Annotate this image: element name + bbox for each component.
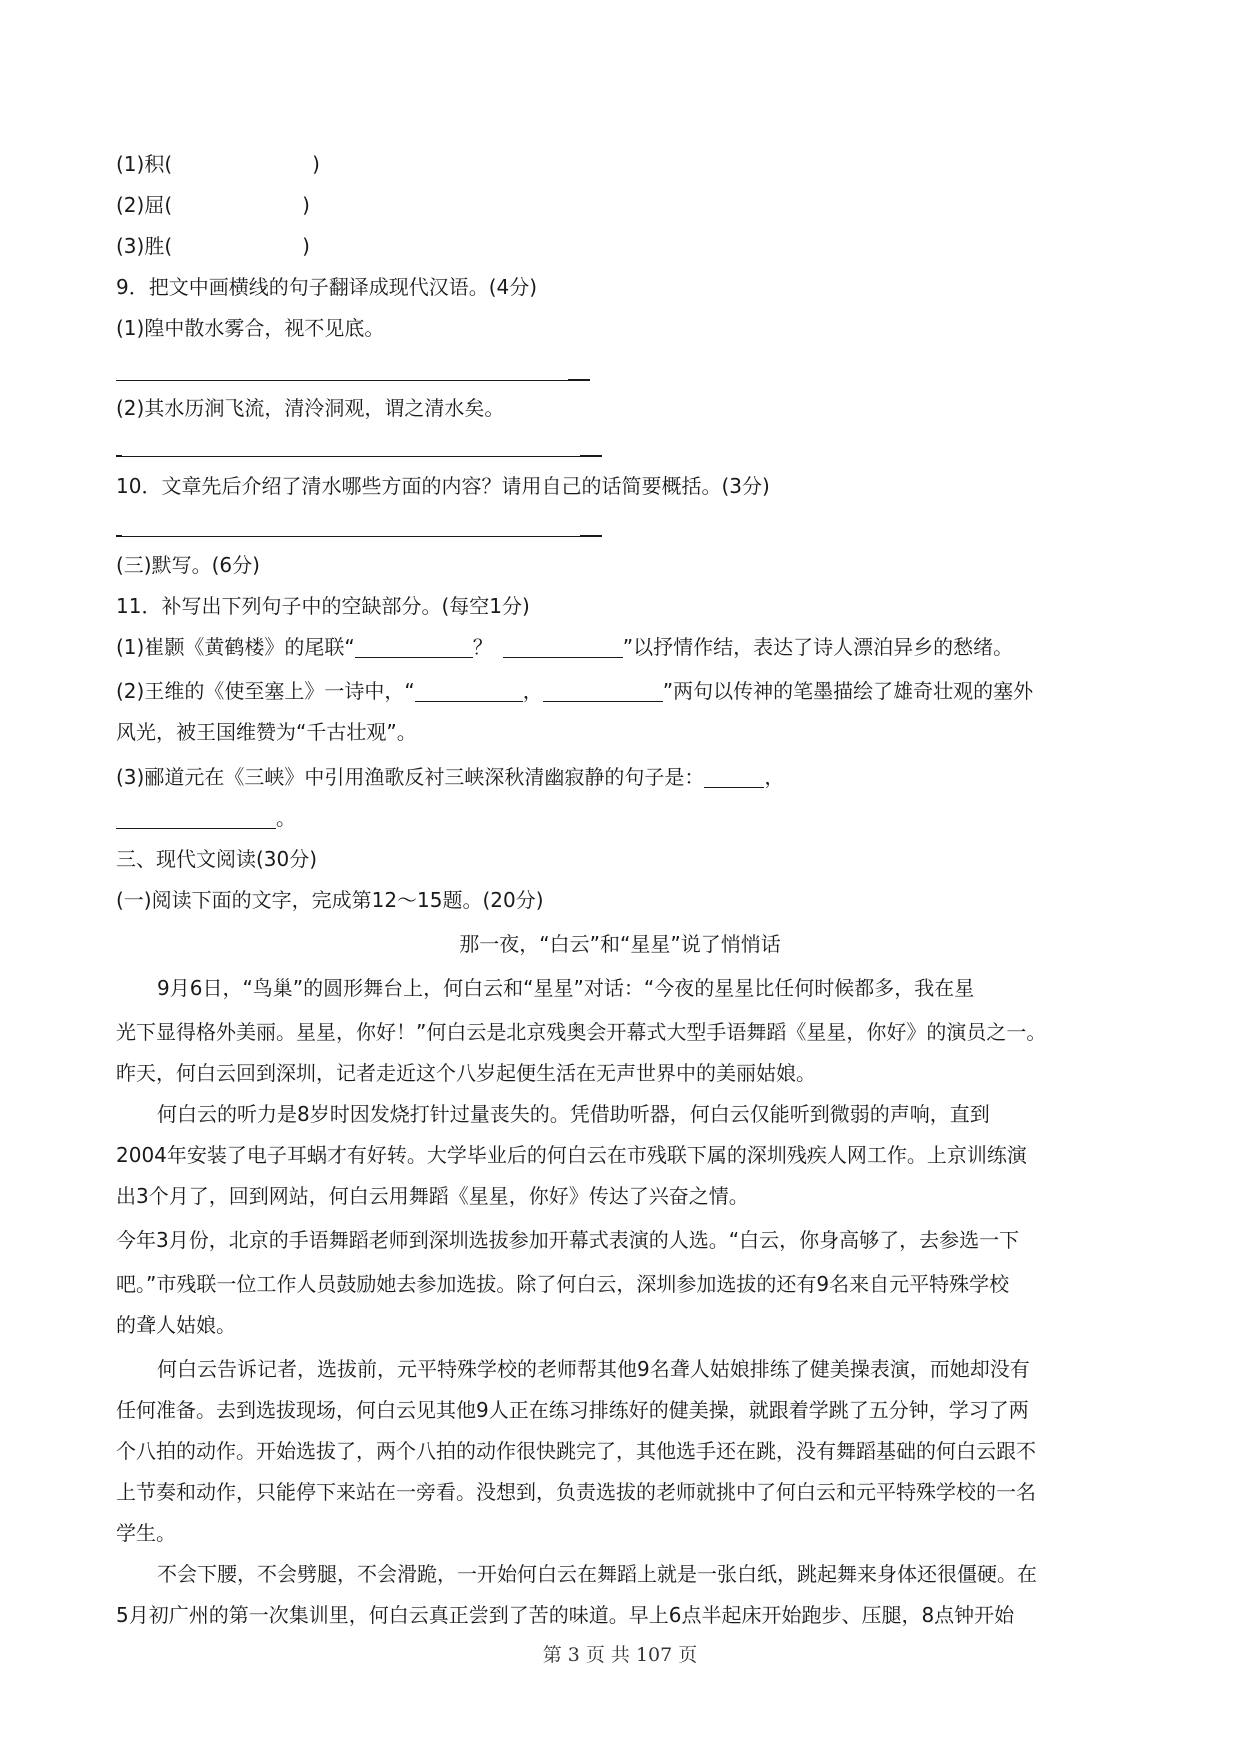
answer-line[interactable] [122,536,580,537]
q9-sentence-2: (2)其水历涧飞流，清泠洞观，谓之清水矣。 [116,396,505,420]
article-line: 2004年安装了电子耳蜗才有好转。大学毕业后的何白云在市残联下属的深圳残疾人网工作。上京训练演 [116,1143,1027,1167]
article-line: 不会下腰，不会劈腿，不会滑跪，一开始何白云在舞蹈上就是一张白纸，跳起舞来身体还很僵硬。在 [157,1562,1037,1586]
q8-item-3: (3)胜( ) [116,234,310,258]
article-line: 吧。”市残联一位工作人员鼓励她去参加选拔。除了何白云，深圳参加选拔的还有9名来自元平特殊学校 [116,1272,1010,1296]
q11-item-2: (2)王维的《使至塞上》一诗中，“ ， ”两句以传神的笔墨描绘了雄奇壮观的塞外 [116,679,1034,703]
q10-prompt: 10．文章先后介绍了清水哪些方面的内容？请用自己的话简要概括。(3分) [116,474,770,498]
answer-line[interactable] [116,380,568,381]
article-title: 那一夜，“白云”和“星星”说了悄悄话 [459,932,781,956]
fill-blank[interactable] [704,767,764,788]
page-footer: 第 3 页 共 107 页 [542,1644,698,1666]
section3-header: 三、现代文阅读(30分) [116,847,318,871]
fill-blank[interactable] [355,637,473,658]
fill-blank[interactable] [543,681,663,702]
q8-item-1: (1)积( ) [116,152,320,176]
article-line: 出3个月了，回到网站，何白云用舞蹈《星星，你好》传达了兴奋之情。 [116,1184,749,1208]
article-line: 个八拍的动作。开始选拔了，两个八拍的动作很快跳完了，其他选手还在跳，没有舞蹈基础的何白云跟不 [116,1439,1036,1463]
fill-blank[interactable] [415,681,523,702]
q9-sentence-1: (1)隍中散水雾合，视不见底。 [116,316,385,340]
answer-line-end [580,455,602,457]
article-line: 的聋人姑娘。 [116,1313,236,1337]
q11-item-2-cont: 风光，被王国维赞为“千古壮观”。 [116,720,417,744]
article-line: 学生。 [116,1521,176,1545]
article-line: 今年3月份，北京的手语舞蹈老师到深圳选拔参加开幕式表演的人选。“白云，你身高够了，去参选一下 [116,1228,1020,1252]
part3-header: (三)默写。(6分) [116,553,260,577]
article-line: 9月6日，“鸟巢”的圆形舞台上，何白云和“星星”对话：“今夜的星星比任何时候都多，我在星 [157,976,975,1000]
answer-line[interactable] [122,456,580,457]
article-line: 何白云的听力是8岁时因发烧打针过量丧失的。凭借助听器，何白云仅能听到微弱的声响，直到 [157,1102,990,1126]
fill-blank[interactable] [116,808,276,829]
q11-item-3-cont: 。 [116,804,296,832]
answer-line-end [580,535,602,537]
q8-item-2: (2)屈( ) [116,193,310,217]
article-line: 昨天，何白云回到深圳，记者走近这个八岁起便生活在无声世界中的美丽姑娘。 [116,1061,816,1085]
article-line: 5月初广州的第一次集训里，何白云真正尝到了苦的味道。早上6点半起床开始跑步、压腿，8点钟开始 [116,1603,1015,1627]
fill-blank[interactable] [503,637,623,658]
q11-item-3: (3)郦道元在《三峡》中引用渔歌反衬三峡深秋清幽寂静的句子是： ， [116,765,785,789]
section3-subheader: (一)阅读下面的文字，完成第12～15题。(20分) [116,888,544,912]
article-line: 任何准备。去到选拔现场，何白云见其他9人正在练习排练好的健美操，就跟着学跳了五分钟，学习了两 [116,1398,1029,1422]
article-line: 何白云告诉记者，选拔前，元平特殊学校的老师帮其他9名聋人姑娘排练了健美操表演，而她却没有 [157,1357,1030,1381]
q9-prompt: 9．把文中画横线的句子翻译成现代汉语。(4分) [116,275,538,299]
article-line: 光下显得格外美丽。星星，你好！”何白云是北京残奥会开幕式大型手语舞蹈《星星，你好》的演员之一。 [116,1020,1047,1044]
article-line: 上节奏和动作，只能停下来站在一旁看。没想到，负责选拔的老师就挑中了何白云和元平特殊学校的一名 [116,1480,1036,1504]
q11-prompt: 11．补写出下列句子中的空缺部分。(每空1分) [116,594,530,618]
answer-line-end [568,379,590,381]
q11-item-1: (1)崔颢《黄鹤楼》的尾联“ ？ ”以抒情作结，表达了诗人漂泊异乡的愁绪。 [116,635,1014,659]
